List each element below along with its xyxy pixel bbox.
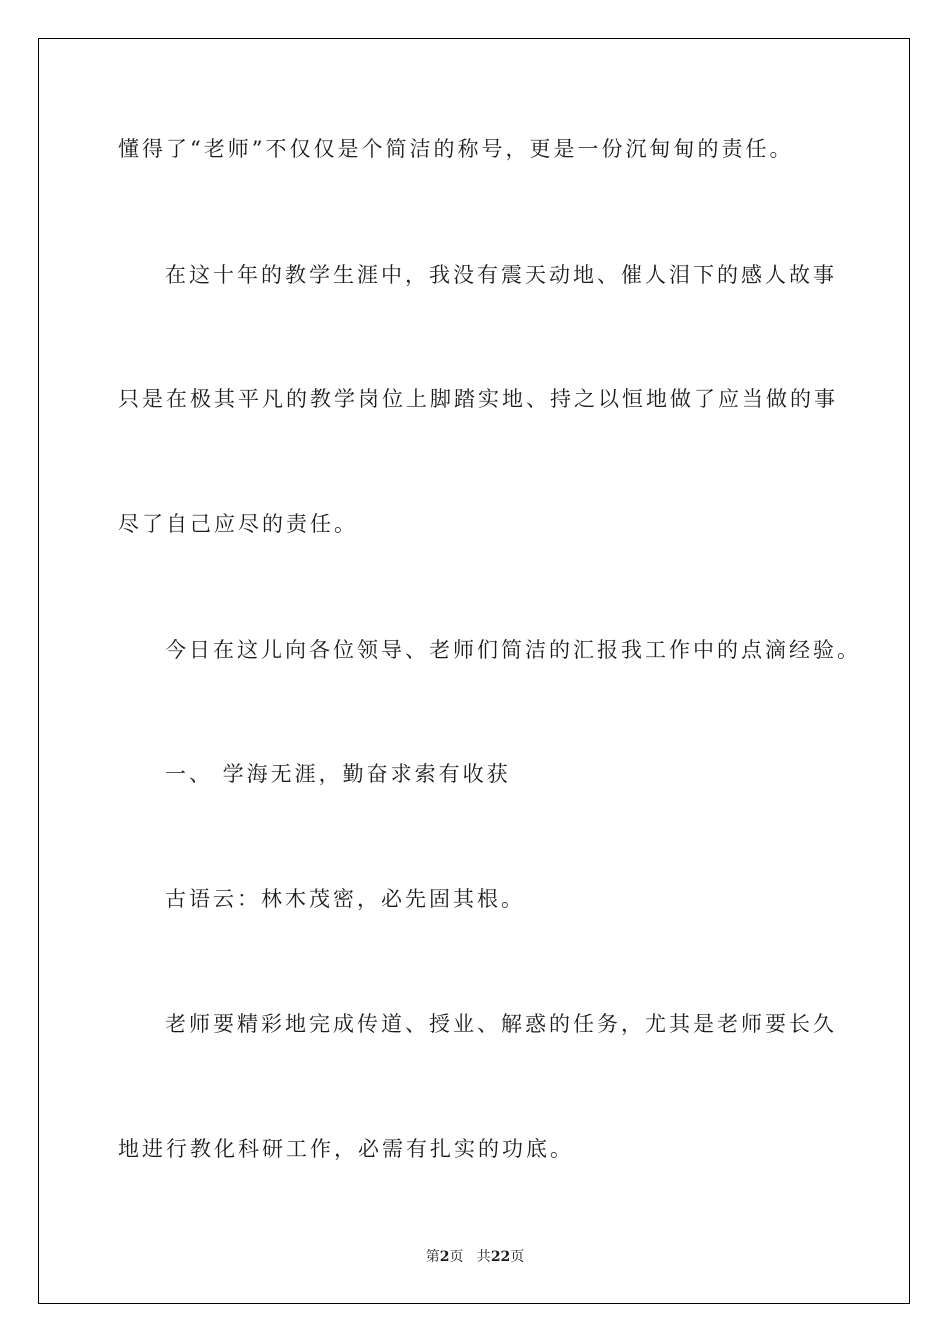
total-pages-number: 22 (490, 1249, 511, 1265)
section-heading-1: 一、 学海无涯，勤奋求索有收获 (165, 762, 511, 786)
current-page-number: 2 (439, 1249, 450, 1265)
paragraph-2: 今日在这儿向各位领导、老师们简洁的汇报我工作中的点滴经验。 (165, 638, 861, 662)
paragraph-1-line-2: 只是在极其平凡的教学岗位上脚踏实地、持之以恒地做了应当做的事 (118, 387, 838, 411)
text-line-1: 懂得了“老师”不仅仅是个简洁的称号，更是一份沉甸甸的责任。 (118, 137, 794, 161)
footer-suffix: 页 (510, 1249, 525, 1265)
footer-prefix: 第 (425, 1249, 440, 1265)
paragraph-1-line-3: 尽了自己应尽的责任。 (118, 512, 358, 536)
paragraph-4-line-2: 地进行教化科研工作，必需有扎实的功底。 (118, 1137, 574, 1161)
page-footer (0, 1248, 950, 1266)
paragraph-1-line-1: 在这十年的教学生涯中，我没有震天动地、催人泪下的感人故事 (165, 263, 837, 287)
paragraph-3: 古语云：林木茂密，必先固其根。 (165, 887, 525, 911)
page-frame (38, 38, 910, 1304)
paragraph-4-line-1: 老师要精彩地完成传道、授业、解惑的任务，尤其是老师要长久 (165, 1012, 837, 1036)
footer-mid: 页 共 (449, 1249, 491, 1265)
